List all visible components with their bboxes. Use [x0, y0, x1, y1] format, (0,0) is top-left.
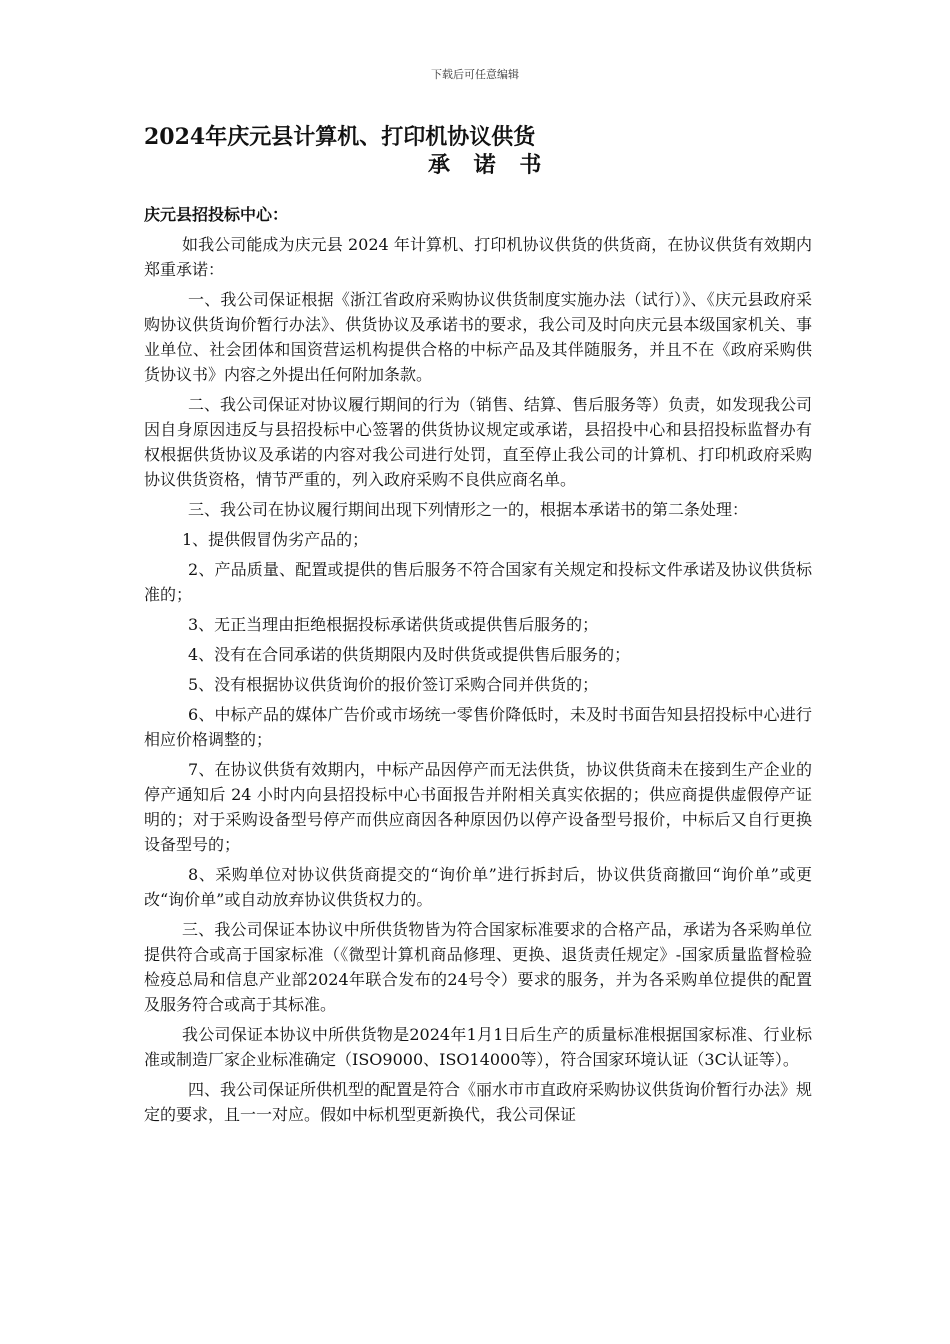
paragraph-clause-4: 四、我公司保证所供机型的配置是符合《丽水市市直政府采购协议供货询价暂行办法》规定的要求，且一一对应。假如中标机型更新换代，我公司保证 [144, 1080, 813, 1124]
list-item: 7、在协议供货有效期内，中标产品因停产而无法供货，协议供货商未在接到生产企业的停产通知后 24 小时内向县招投标中心书面报告并附相关真实依据的；供应商提供虚假停产证明的；对于采购设备型号停产而供应商因各种原因仍以停产设备型号报价，中标后又自行更换设备型号的； [144, 760, 812, 854]
paragraph-intro: 如我公司能成为庆元县 2024 年计算机、打印机协议供货的供货商，在协议供货有效期内郑重承诺： [144, 235, 812, 279]
list-item: 4、没有在合同承诺的供货期限内及时供货或提供售后服务的； [188, 645, 631, 664]
list-item: 1、提供假冒伪劣产品的； [182, 530, 369, 549]
list-item: 8、采购单位对协议供货商提交的“询价单”进行拆封后，协议供货商撤回“询价单”或更改“询价单”或自动放弃协议供货权力的。 [144, 865, 812, 909]
document-body [144, 232, 812, 1132]
paragraph-clause-3: 三、我公司在协议履行期间出现下列情形之一的，根据本承诺书的第二条处理： [188, 500, 749, 519]
addressee: 庆元县招投标中心： [144, 205, 289, 224]
document-subtitle: 承 诺 书 [428, 152, 550, 178]
list-item: 6、中标产品的媒体广告价或市场统一零售价降低时，未及时书面告知县招投标中心进行相应价格调整的； [144, 705, 812, 749]
list-item: 3、无正当理由拒绝根据投标承诺供货或提供售后服务的； [188, 615, 599, 634]
list-item: 2、产品质量、配置或提供的售后服务不符合国家有关规定和投标文件承诺及协议供货标准的； [144, 560, 812, 604]
paragraph-clause-2: 二、我公司保证对协议履行期间的行为（销售、结算、售后服务等）负责，如发现我公司因自身原因违反与县招投标中心签署的供货协议规定或承诺，县招投中心和县招投标监督办有权根据供货协议及承诺的内容对我公司进行处罚，直至停止我公司的计算机、打印机政府采购协议供货资格，情节严重的，列入政府采购不良供应商名单。 [144, 395, 813, 489]
list-item: 5、没有根据协议供货询价的报价签订采购合同并供货的； [188, 675, 599, 694]
header-note: 下载后可任意编辑 [431, 68, 519, 81]
paragraph-clause-1: 一、我公司保证根据《浙江省政府采购协议供货制度实施办法（试行）》、《庆元县政府采购协议供货询价暂行办法》、供货协议及承诺书的要求，我公司及时向庆元县本级国家机关、事业单位、社会团体和国资营运机构提供合格的中标产品及其伴随服务，并且不在《政府采购供货协议书》内容之外提出任何附加条款。 [144, 290, 812, 384]
paragraph-clause-3b: 三、我公司保证本协议中所供货物皆为符合国家标准要求的合格产品，承诺为各采购单位提供符合或高于国家标准（《微型计算机商品修理、更换、退货责任规定》-国家质量监督检验检疫总局和信息产业部2024年联合发布的24号令）要求的服务，并为各采购单位提供的配置及服务符合或高于其标准。 [144, 920, 812, 1014]
document-title: 2024年庆元县计算机、打印机协议供货 [144, 124, 536, 150]
paragraph-quality: 我公司保证本协议中所供货物是2024年1月1日后生产的质量标准根据国家标准、行业标准或制造厂家企业标准确定（ISO9000、ISO14000等），符合国家环境认证（3C认证等）。 [144, 1025, 812, 1069]
